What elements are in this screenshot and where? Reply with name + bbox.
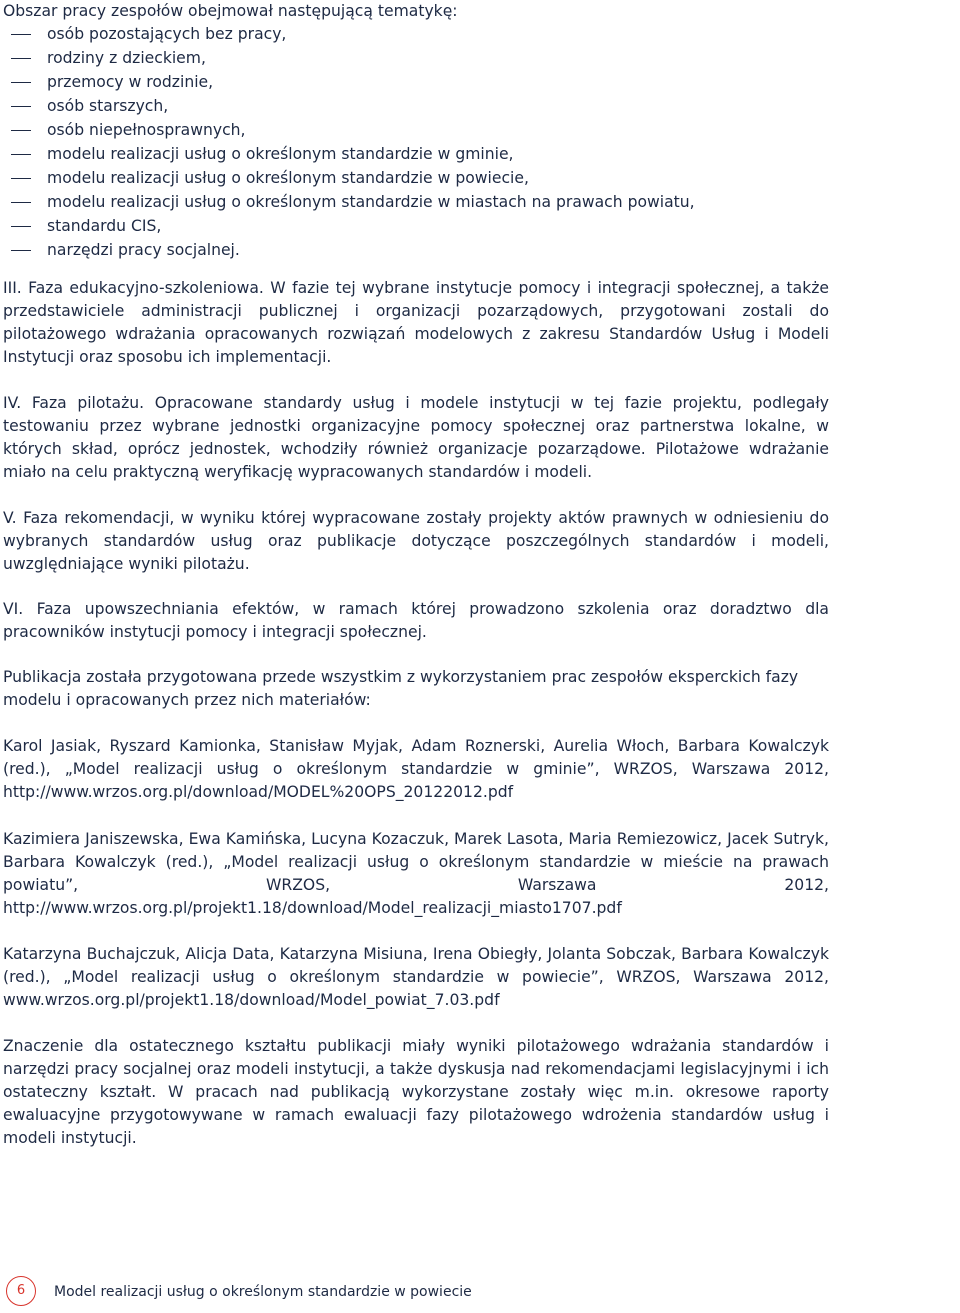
phase-3-body: W fazie tej wybrane instytucje pomocy i integracji społecznej, a także przedstawiciele administracji publicznej i organizacji pozarządowych, przygotowani zostali do pilotażowego wdrażania opracowanych rozwiązań modelowych z zakresu Standardów Usług i Modeli Instytucji oraz sposobu ich implementacji. — [3, 279, 830, 366]
dash-bullet — [11, 106, 31, 107]
list-item-text: osób starszych, — [47, 97, 169, 115]
phase-3-heading: III. Faza edukacyjno-szkoleniowa. — [3, 279, 264, 297]
list-item-text: modelu realizacji usług o określonym standardzie w gminie, — [47, 145, 514, 163]
list-item-text: przemocy w rodzinie, — [47, 73, 214, 91]
running-title: Model realizacji usług o określonym standardzie w powiecie — [54, 1284, 472, 1300]
list-item — [3, 166, 829, 190]
list-item-text: osób niepełnosprawnych, — [47, 121, 246, 139]
reference-item: Kazimiera Janiszewska, Ewa Kamińska, Lucyna Kozaczuk, Marek Lasota, Maria Remiezowicz, Jacek Sutryk, Barbara Kowalczyk (red.), „Model realizacji usług o określonym standardzie w mieście na prawach powiatu”, WRZOS, Warszawa 2012, http://www.wrzos.org.pl/projekt1.18/download/Model_realizacji_miasto1707.pdf — [3, 830, 829, 917]
phase-4-paragraph — [3, 392, 829, 484]
list-item — [3, 214, 829, 238]
dash-bullet — [11, 154, 31, 155]
list-item — [3, 238, 829, 262]
list-item-text: standardu CIS, — [47, 217, 162, 235]
phase-5-body: w wyniku której wypracowane zostały projekty aktów prawnych w odniesieniu do wybranych standardów usług oraz publikacje dotyczące poszczególnych standardów i modeli, uwzględniające wyniki pilotażu. — [3, 509, 829, 573]
topic-list — [3, 22, 829, 262]
closing-paragraph: Znaczenie dla ostatecznego kształtu publikacji miały wyniki pilotażowego wdrażania standardów i narzędzi pracy socjalnej oraz modeli instytucji, a także dyskusja nad rekomendacjami legislacyjnymi i ich ostateczny kształt. W pracach nad publikacją wykorzystane zostały więc m.in. okresowe raporty ewaluacyjne przygotowywane w ramach ewaluacji fazy pilotażowego wdrożenia standardów usług i modeli instytucji. — [3, 1037, 829, 1147]
list-item — [3, 190, 829, 214]
reference-item: Karol Jasiak, Ryszard Kamionka, Stanisław Myjak, Adam Roznerski, Aurelia Włoch, Barbara Kowalczyk (red.), „Model realizacji usług o określonym standardzie w gminie”, WRZOS, Warszawa 2012, http://www.wrzos.org.pl/download/MODEL%20OPS_20122012.pdf — [3, 737, 829, 801]
list-item — [3, 94, 829, 118]
dash-bullet — [11, 34, 31, 35]
dash-bullet — [11, 178, 31, 179]
dash-bullet — [11, 82, 31, 83]
list-item-text: osób pozostających bez pracy, — [47, 25, 287, 43]
phase-5-heading: V. Faza rekomendacji, — [3, 509, 175, 527]
list-item — [3, 118, 829, 142]
dash-bullet — [11, 58, 31, 59]
list-item — [3, 46, 829, 70]
list-item — [3, 22, 829, 46]
dash-bullet — [11, 250, 31, 251]
phase-6-body: w ramach której prowadzono szkolenia oraz doradztwo dla pracowników instytucji pomocy i integracji społecznej. — [3, 600, 829, 641]
phase-6-paragraph — [3, 598, 829, 644]
list-item-text: narzędzi pracy socjalnej. — [47, 241, 240, 259]
page-footer — [6, 1276, 706, 1308]
phase-6-heading: VI. Faza upowszechniania efektów, — [3, 600, 300, 618]
dash-bullet — [11, 226, 31, 227]
list-item-text: modelu realizacji usług o określonym standardzie w powiecie, — [47, 169, 529, 187]
phase-4-heading: IV. Faza pilotażu. — [3, 394, 145, 412]
intro-text: Obszar pracy zespołów obejmował następującą tematykę: — [3, 2, 458, 20]
phase-4-body: Opracowane standardy usług i modele instytucji w tej fazie projektu, podlegały testowaniu przez wybrane jednostki organizacyjne pomocy społecznej oraz partnerstwa lokalne, w których skład, oprócz jednostek, wchodziły również organizacje pozarządowe. Pilotażowe wdrażanie miało na celu praktyczną weryfikację wypracowanych standardów i modeli. — [3, 394, 830, 481]
phase-5-paragraph — [3, 507, 829, 576]
list-item — [3, 70, 829, 94]
dash-bullet — [11, 202, 31, 203]
list-item — [3, 142, 829, 166]
list-item-text: modelu realizacji usług o określonym standardzie w miastach na prawach powiatu, — [47, 193, 695, 211]
page-number-badge: 6 — [6, 1276, 36, 1306]
reference-item: Katarzyna Buchajczuk, Alicja Data, Katarzyna Misiuna, Irena Obiegły, Jolanta Sobczak, Barbara Kowalczyk (red.), „Model realizacji usług o określonym standardzie w powiecie”, WRZOS, Warszawa 2012, www.wrzos.org.pl/projekt1.18/download/Model_powiat_7.03.pdf — [3, 945, 829, 1009]
list-item-text: rodziny z dzieckiem, — [47, 49, 206, 67]
publication-note: Publikacja została przygotowana przede wszystkim z wykorzystaniem prac zespołów eksperckich fazy modelu i opracowanych przez nich materiałów: — [3, 668, 799, 709]
phase-3-paragraph — [3, 277, 829, 369]
dash-bullet — [11, 130, 31, 131]
